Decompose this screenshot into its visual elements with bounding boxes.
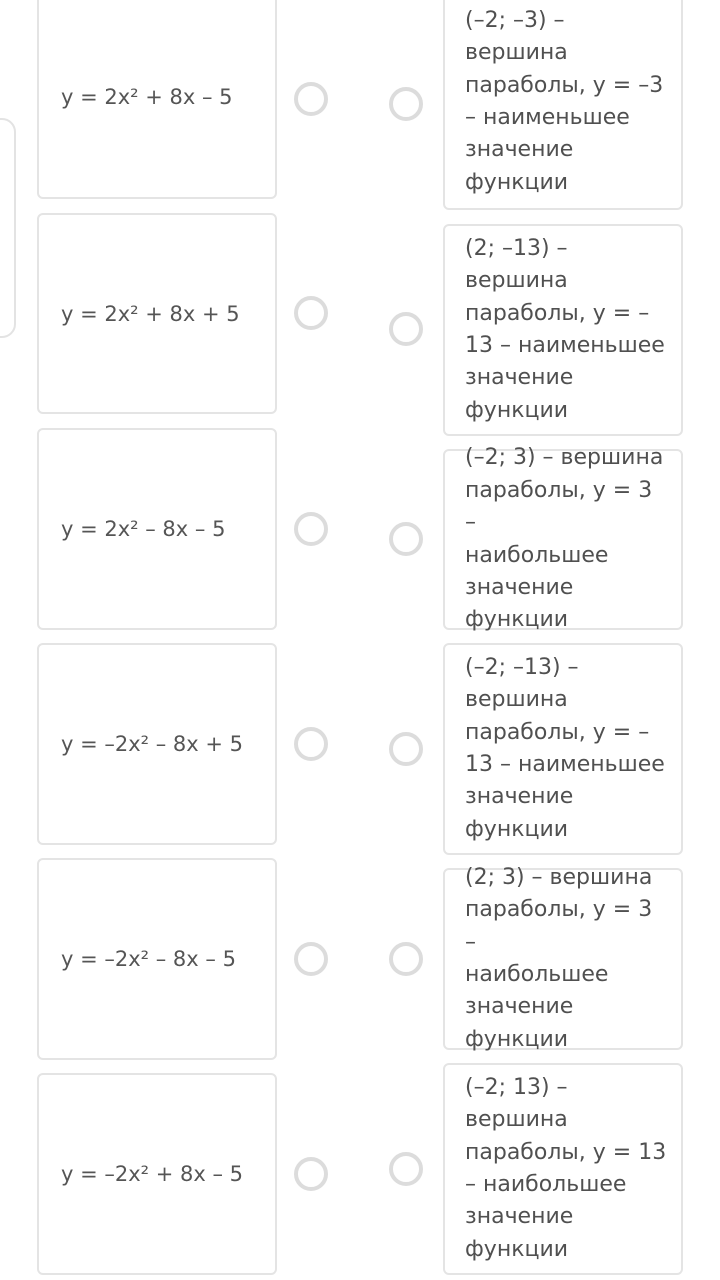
formula-6: y = –2x² + 8x – 5 — [61, 1162, 244, 1186]
left-match-radio-5[interactable] — [294, 942, 328, 976]
formula-3: y = 2x² – 8x – 5 — [61, 517, 226, 541]
formula-card-4[interactable] — [37, 643, 277, 845]
formula-card-6[interactable] — [37, 1073, 277, 1275]
left-match-radio-3[interactable] — [294, 512, 328, 546]
formula-card-3[interactable] — [37, 428, 277, 630]
right-match-radio-1[interactable] — [389, 87, 423, 121]
right-match-radio-3[interactable] — [389, 522, 423, 556]
right-match-radio-4[interactable] — [389, 732, 423, 766]
answer-card-1[interactable] — [443, 0, 683, 210]
formula-card-1[interactable] — [37, 0, 277, 199]
formula-5: y = –2x² – 8x – 5 — [61, 947, 236, 971]
answer-text-1: (–2; –3) – вершина параболы, y = –3 – наименьшее значение функции — [465, 7, 664, 195]
answer-text-4: (–2; –13) – вершина параболы, y = – 13 – наименьшее значение функции — [465, 654, 665, 842]
answer-card-2[interactable] — [443, 224, 683, 436]
answer-card-4[interactable] — [443, 643, 683, 855]
left-match-radio-2[interactable] — [294, 296, 328, 330]
answer-card-6[interactable] — [443, 1063, 683, 1275]
answer-text-3: (–2; 3) – вершина параболы, y = 3 – наибольшее значение функции — [465, 445, 664, 633]
answer-card-5[interactable] — [443, 864, 683, 1052]
formula-card-5[interactable] — [37, 858, 277, 1060]
left-match-radio-4[interactable] — [294, 727, 328, 761]
answer-text-5: (2; 3) – вершина параболы, y = 3 – наибольшее значение функции — [465, 864, 653, 1052]
answer-text-2: (2; –13) – вершина параболы, y = – 13 – наименьшее значение функции — [465, 235, 665, 423]
right-match-radio-6[interactable] — [389, 1152, 423, 1186]
answer-card-3[interactable] — [443, 445, 683, 633]
formula-card-2[interactable] — [37, 213, 277, 414]
formula-1: y = 2x² + 8x – 5 — [61, 84, 233, 109]
left-match-radio-1[interactable] — [294, 82, 328, 116]
left-match-radio-6[interactable] — [294, 1157, 328, 1191]
answer-text-6: (–2; 13) – вершина параболы, y = 13 – наибольшее значение функции — [465, 1074, 667, 1262]
formula-4: y = –2x² – 8x + 5 — [61, 732, 244, 756]
right-match-radio-2[interactable] — [389, 312, 423, 346]
formula-2: y = 2x² + 8x + 5 — [61, 301, 240, 326]
right-match-radio-5[interactable] — [389, 942, 423, 976]
side-panel-tab[interactable] — [0, 118, 16, 338]
